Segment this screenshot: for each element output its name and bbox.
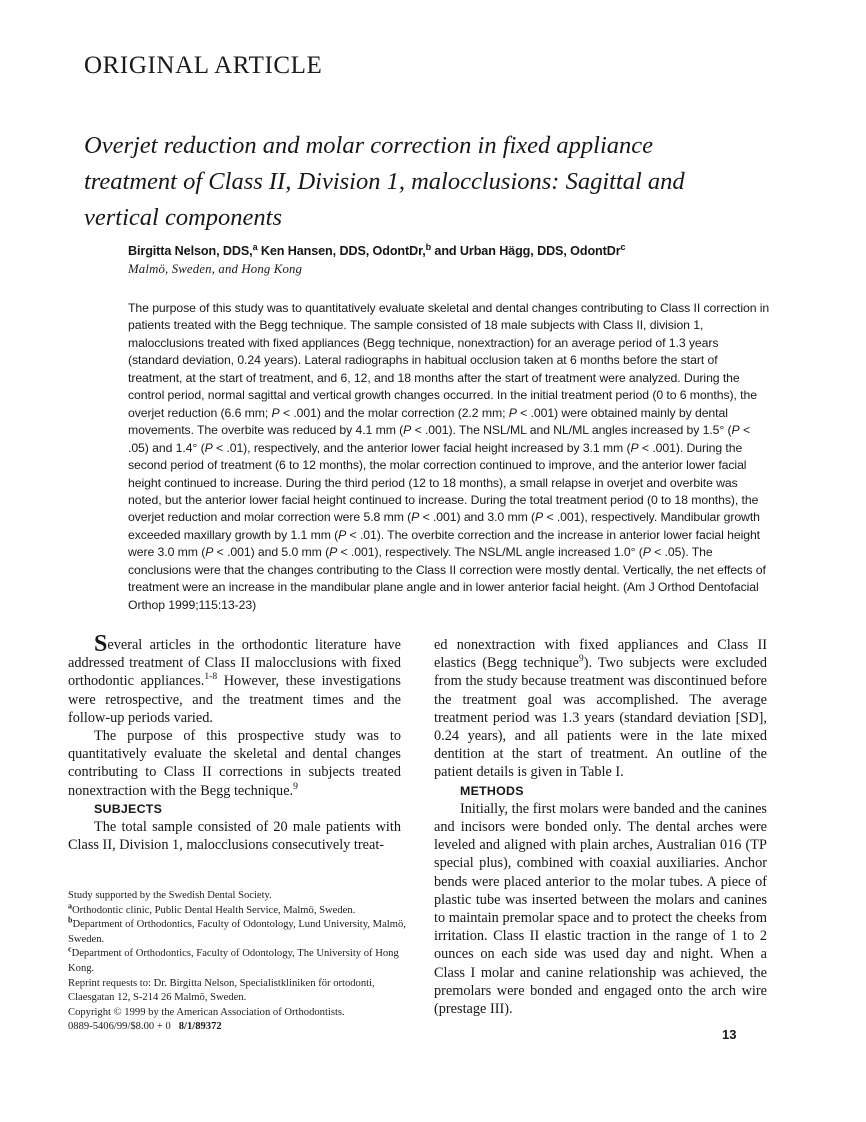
body-column-left	[68, 631, 401, 854]
paragraph-subjects-continued: ed nonextraction with fixed appliances and Class II elastics (Begg technique$^9$). Two subjects were excluded from the study because treatment was discontinued before the treatment goal was accomplished. The average treatment period was 1.3 years (standard deviation [SD], 0.24 years), and all patients were in the late mixed dentition at the start of treatment. An outline of the patient details is given in Table I.	[434, 637, 767, 781]
paragraph-intro: Several articles in the orthodontic literature have addressed treatment of Class II malocclusions with fixed orthodontic appliances.$^{1-8}$ However, these investigations were retrospective, and the treatment times and the follow-up periods varied.	[68, 631, 401, 726]
paragraph-methods: Initially, the first molars were banded and the canines and incisors were bonded only. The dental arches were leveled and aligned with plain arches, Australian 016 (TP special plus), combined with coaxial auxiliaries. Anchor bends were placed anterior to the molar tubes. A piece of plastic tube was inserted between the molars and canines to maintain premolar space and to protect the cheeks from irritation. Class II elastic traction in the range of 1 to 2 ounces on each side was used day and night. When a Class I molar and canine relationship was achieved, the premolars were bonded and engaged onto the arch wire (prestage III).	[434, 800, 767, 1018]
footnote-issn-code: 0889-5406/99/$8.00 + 0 8/1/89372	[68, 1021, 222, 1033]
body-column-right	[434, 636, 767, 1018]
section-heading-methods: METHODS	[460, 783, 524, 798]
article-kicker: ORIGINAL ARTICLE	[84, 52, 323, 79]
footnote-affil-a: $^a$Orthodontic clinic, Public Dental Health Service, Malmö, Sweden.	[68, 901, 356, 916]
footnote-affil-c: $^c$Department of Orthodontics, Faculty of Odontology, The University of Hong Kong.	[68, 944, 399, 974]
author-names: Birgitta Nelson, DDS,$^a$ Ken Hansen, DDS, OdontDr,$^b$ and Urban Hägg, DDS, OdontDr$^c$	[128, 241, 626, 258]
page-number: 13	[722, 1027, 737, 1042]
footnote-support: Study supported by the Swedish Dental Society.	[68, 890, 272, 901]
page-title: Overjet reduction and molar correction in fixed appliance treatment of Class II, Division 1, malocclusions: Sagittal and vertical components	[84, 132, 685, 232]
paragraph-subjects: The total sample consisted of 20 male patients with Class II, Division 1, malocclusions consecutively treat-	[68, 819, 401, 854]
footnote-affil-b: $^b$Department of Orthodontics, Faculty of Odontology, Lund University, Malmö, Sweden.	[68, 915, 406, 945]
author-affiliation-cities: Malmö, Sweden, and Hong Kong	[128, 262, 303, 276]
authors-block	[128, 243, 773, 277]
abstract-text: The purpose of this study was to quantitatively evaluate skeletal and dental changes contributing to Class II correction in patients treated with the Begg technique. The sample consisted of 18 male subjects with Class II, division 1, malocclusions treated with fixed appliances (Begg technique, nonextraction) for an average period of 1.3 years (standard deviation, 0.24 years). Lateral radiographs in habitual occlusion taken at 6 months before the start of treatment, at the start of treatment, and 6, 12, and 18 months after the start of treatment were analyzed. During the control period, normal sagittal and vertical growth changes occurred. In the initial treatment period (0 to 6 months), the overjet reduction (6.6 mm; P < .001) and the molar correction (2.2 mm; P < .001) were obtained mainly by dental movements. The overbite was reduced by 4.1 mm (P < .001). The NSL/ML and NL/ML angles increased by 1.5° (P < .05) and 1.4° (P < .01), respectively, and the anterior lower facial height increased by 3.1 mm (P < .001). During the second period of treatment (6 to 12 months), the molar correction continued to improve, and the anterior lower facial height continued to increase. During the third period (12 to 18 months), a small relapse in overjet and overbite was noted, but the anterior lower facial height continued to increase. During the total treatment period (0 to 18 months), the overjet reduction and molar correction were 5.8 mm (P < .001) and 3.0 mm (P < .001), respectively. Mandibular growth exceeded maxillary growth by 1.1 mm (P < .01). The overbite correction and the increase in anterior lower facial height were 3.0 mm (P < .001) and 5.0 mm (P < .001), respectively. The NSL/ML angle increased 1.0° (P < .05). The conclusions were that the changes contributing to the Class II correction were mostly dental. Vertically, the net effects of treatment were an increase in the mandibular plane angle and in lower anterior facial height. (Am J Orthod Dentofacial Orthop 1999;115:13-23)	[128, 301, 770, 612]
footnote-reprint-requests: Reprint requests to: Dr. Birgitta Nelson, Specialistkliniken för ortodonti, Claesgatan 12, S-214 26 Malmö, Sweden.	[68, 977, 375, 1004]
section-heading-subjects: SUBJECTS	[94, 801, 163, 816]
footnote-copyright: Copyright © 1999 by the American Association of Orthodontists.	[68, 1006, 345, 1018]
footnotes-block	[68, 889, 416, 1035]
paragraph-purpose: The purpose of this prospective study was to quantitatively evaluate the skeletal and dental changes contributing to Class II corrections in subjects treated nonextraction with the Begg technique.$^9$	[68, 728, 401, 799]
